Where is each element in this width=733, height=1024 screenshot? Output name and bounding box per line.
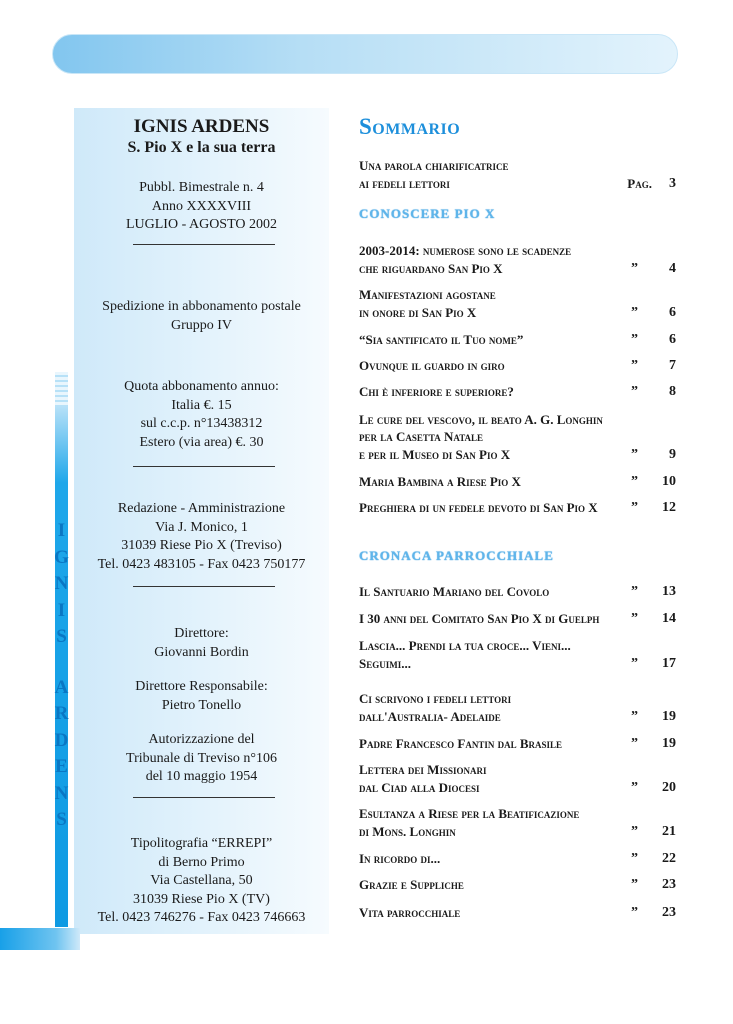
ditto-mark: ”	[631, 779, 638, 795]
publication-info: Pubbl. Bimestrale n. 4 Anno XXXXVIII LUGLIO - AGOSTO 2002	[125, 180, 277, 232]
toc-entry-title-line: Vita parrocchiale	[359, 904, 461, 920]
toc-entry[interactable]	[359, 805, 676, 840]
footer-bar	[0, 928, 80, 950]
responsible-director-info: Direttore Responsabile: Pietro Tonello	[135, 679, 268, 713]
page-number: 12	[662, 499, 676, 515]
ditto-mark: ”	[631, 383, 638, 399]
toc-entry[interactable]	[359, 411, 676, 464]
toc-entry-title-line: “Sia santificato il Tuo nome”	[359, 331, 524, 347]
toc-entry-title-line: Le cure del vescovo, il beato A. G. Longhin	[359, 411, 603, 427]
page-number: 22	[662, 850, 676, 866]
editorial-office: Redazione - Amministrazione Via J. Monico, 1 31039 Riese Pio X (Treviso) Tel. 0423 483105 - Fax 0423 750177	[97, 501, 306, 572]
toc-entry-title-line: Manifestazioni agostane	[359, 287, 496, 302]
toc-entry-title-line: I 30 anni del Comitato San Pio X di Guelph	[359, 610, 600, 626]
page-number: 23	[662, 876, 676, 892]
page-label: Pag.	[627, 175, 652, 191]
ditto-mark: ”	[631, 499, 638, 515]
subscription-info: Quota abbonamento annuo: Italia €. 15 sul c.c.p. n°13438312 Estero (via area) €. 30	[124, 379, 279, 450]
toc-entry[interactable]	[359, 157, 676, 192]
toc-entry-title-line: di Mons. Longhin	[359, 823, 456, 839]
magazine-subtitle: S. Pio X e la sua terra	[127, 139, 276, 156]
page-number: 13	[662, 583, 676, 599]
toc-entry[interactable]	[359, 690, 676, 725]
page-number: 10	[662, 473, 676, 489]
divider	[133, 586, 275, 587]
ditto-mark: ”	[631, 331, 638, 347]
page-number: 6	[669, 331, 676, 347]
ditto-mark: ”	[631, 583, 638, 599]
page-number: 7	[669, 357, 676, 373]
ditto-mark: ”	[631, 304, 638, 320]
toc-entry-title-line: Ovunque il guardo in giro	[359, 357, 505, 373]
toc-entry[interactable]	[359, 637, 676, 672]
toc-entry[interactable]	[359, 499, 676, 517]
authorization-info: Autorizzazione del Tribunale di Treviso n°106 del 10 maggio 1954	[126, 732, 277, 784]
toc-entry[interactable]	[359, 761, 676, 796]
shipping-info: Spedizione in abbonamento postale Gruppo IV	[102, 299, 301, 333]
toc-entry-title-line: che riguardano San Pio X	[359, 260, 503, 276]
ditto-mark: ”	[631, 735, 638, 751]
ditto-mark: ”	[631, 260, 638, 276]
toc-entry-title-line: In ricordo di...	[359, 850, 441, 866]
toc-entry[interactable]	[359, 735, 676, 753]
toc-entry-title-line: dall'Australia- Adelaide	[359, 708, 501, 724]
toc-entry-title-line: Maria Bambina a Riese Pio X	[359, 473, 521, 489]
toc-entry-title-line: Padre Francesco Fantin dal Brasile	[359, 735, 563, 751]
toc-entry[interactable]	[359, 850, 676, 868]
toc-entry[interactable]	[359, 357, 676, 375]
ditto-mark: ”	[631, 655, 638, 671]
toc-entry-title-line: in onore di San Pio X	[359, 304, 477, 320]
ditto-mark: ”	[631, 357, 638, 373]
ditto-mark: ”	[631, 823, 638, 839]
director-info: Direttore: Giovanni Bordin	[154, 626, 249, 660]
page-number: 20	[662, 779, 676, 795]
page-number: 17	[662, 655, 676, 671]
ditto-mark: ”	[631, 446, 638, 462]
toc-entry[interactable]	[359, 286, 676, 321]
page-number: 21	[662, 823, 676, 839]
page-number: 3	[669, 175, 676, 191]
page-number: 6	[669, 304, 676, 320]
page-number: 19	[662, 708, 676, 724]
toc-entry-title-line: 2003-2014: numerose sono le scadenze	[359, 243, 572, 258]
toc-entry-title-line: Chi è inferiore e superiore?	[359, 383, 514, 399]
ditto-mark: ”	[631, 473, 638, 489]
toc-entry[interactable]	[359, 610, 676, 628]
toc-entry[interactable]	[359, 383, 676, 401]
toc-entry[interactable]	[359, 876, 676, 894]
toc-entry-title-line: Lascia... Prendi la tua croce... Vieni...	[359, 638, 571, 653]
ditto-mark: ”	[631, 708, 638, 724]
magazine-title: IGNIS ARDENS	[133, 116, 270, 137]
toc-entry[interactable]	[359, 583, 676, 601]
toc-entry-title-line: Esultanza a Riese per la Beatificazione	[359, 806, 580, 821]
ditto-mark: ”	[631, 850, 638, 866]
ditto-mark: ”	[631, 610, 638, 626]
toc-entry-title-line: Grazie e Suppliche	[359, 876, 464, 892]
header-bar	[52, 34, 678, 74]
section-heading: CONOSCERE PIO X	[359, 206, 496, 221]
toc-entry[interactable]	[359, 331, 676, 349]
toc-heading: Sommario	[359, 114, 461, 139]
toc-entry[interactable]	[359, 242, 676, 277]
printer-info: Tipolitografia “ERREPI” di Berno Primo Via Castellana, 50 31039 Riese Pio X (TV) Tel. 0423 746276 - Fax 0423 746663	[97, 836, 306, 925]
toc-entry-title-line: Seguimi...	[359, 655, 411, 671]
ditto-mark: ”	[631, 904, 638, 920]
toc-entry-title-line: Preghiera di un fedele devoto di San Pio X	[359, 499, 598, 515]
divider	[133, 797, 275, 798]
toc-entry-title-line: Lettera dei Missionari	[359, 762, 487, 777]
ditto-mark: ”	[631, 876, 638, 892]
toc-entry-title-line: Ci scrivono i fedeli lettori	[359, 691, 512, 706]
toc-entry-title-line: dal Ciad alla Diocesi	[359, 779, 480, 795]
toc-entry-title-line: Il Santuario Mariano del Covolo	[359, 583, 550, 599]
page-number: 19	[662, 735, 676, 751]
toc-entry-title-line: ai fedeli lettori	[359, 175, 450, 191]
toc-entry-title-line: Una parola chiarificatrice	[359, 158, 509, 173]
vertical-title: I G N I S A R D E N S	[54, 520, 69, 830]
divider	[133, 244, 275, 245]
toc-entry-title-line: per la Casetta Natale	[359, 429, 484, 444]
toc-entry-title-line: e per il Museo di San Pio X	[359, 446, 511, 462]
page-number: 23	[662, 904, 676, 920]
section-heading: CRONACA PARROCCHIALE	[359, 548, 554, 563]
page-number: 4	[669, 260, 676, 276]
page-number: 14	[662, 610, 676, 626]
toc-entry[interactable]	[359, 904, 676, 922]
toc-entry[interactable]	[359, 473, 676, 491]
divider	[133, 466, 275, 467]
page-number: 8	[669, 383, 676, 399]
page-number: 9	[669, 446, 676, 462]
